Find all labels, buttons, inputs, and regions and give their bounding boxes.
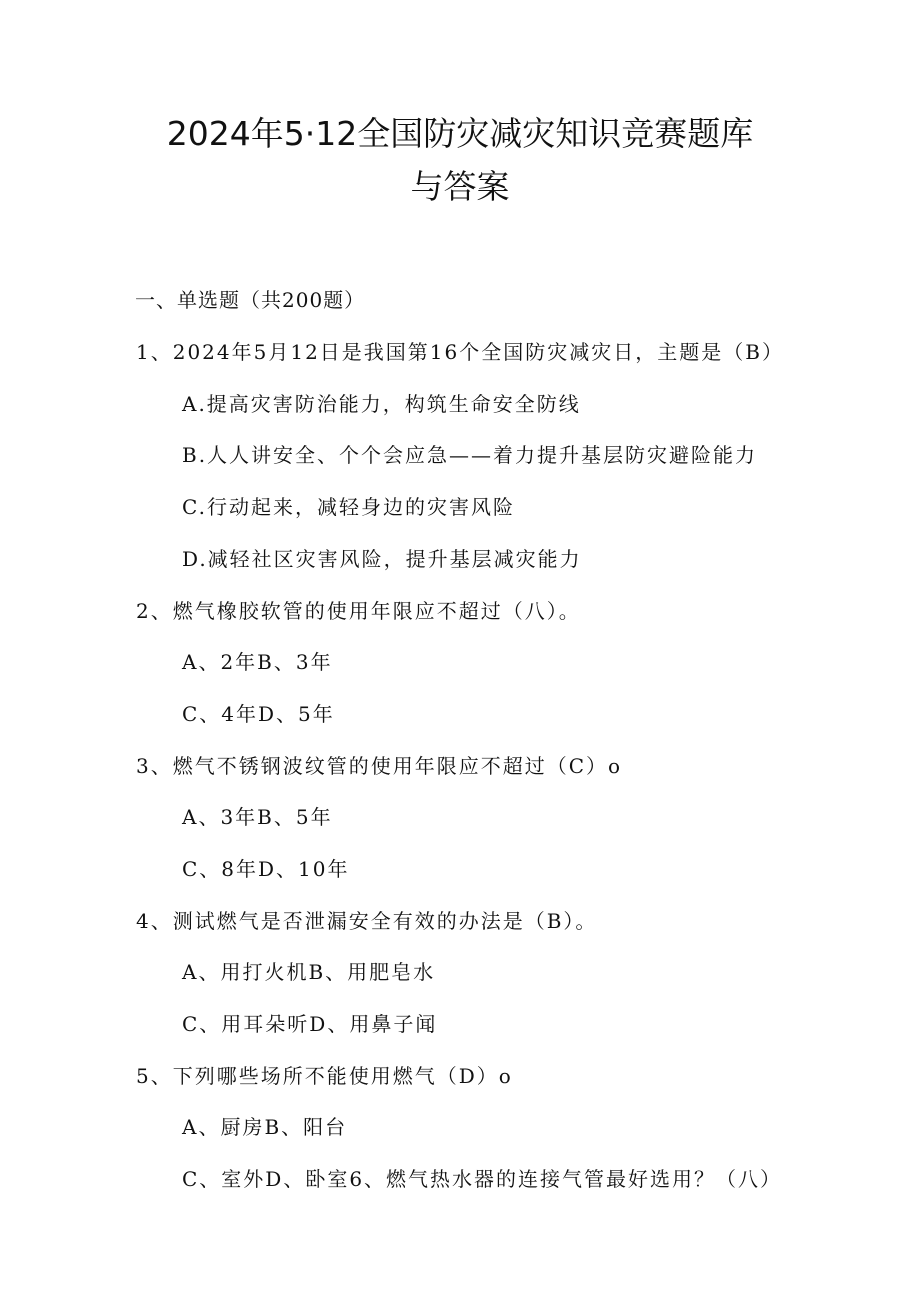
question-1-option-c: C.行动起来，减轻身边的灾害风险 — [182, 495, 515, 519]
question-4-options-row-2: C、用耳朵听D、用鼻子闻 — [182, 1012, 438, 1036]
question-2-options-row-1: A、2年B、3年 — [182, 650, 333, 674]
question-5-options-row-1: A、厨房B、阳台 — [182, 1115, 348, 1139]
section-heading: 一、单选题（共200题） — [135, 288, 366, 312]
question-2-options-row-2: C、4年D、5年 — [182, 702, 335, 726]
document-title-line-2: 与答案 — [410, 167, 510, 206]
question-4-options-row-1: A、用打火机B、用肥皂水 — [182, 960, 436, 984]
question-3-options-row-1: A、3年B、5年 — [182, 805, 333, 829]
question-4: 4、测试燃气是否泄漏安全有效的办法是（B）。 — [136, 909, 598, 933]
document-title-line-1: 2024年5·12全国防灾减灾知识竞赛题库 — [166, 114, 754, 153]
question-5-options-row-2: C、室外D、卧室6、燃气热水器的连接气管最好选用？（八） — [182, 1167, 783, 1191]
question-1-option-d: D.减轻社区灾害风险，提升基层减灾能力 — [182, 547, 582, 571]
question-1-option-b: B.人人讲安全、个个会应急——着力提升基层防灾避险能力 — [182, 443, 758, 467]
question-3-options-row-2: C、8年D、10年 — [182, 857, 350, 881]
question-2: 2、燃气橡胶软管的使用年限应不超过（八）。 — [136, 599, 581, 623]
question-5: 5、下列哪些场所不能使用燃气（D）o — [136, 1064, 513, 1088]
question-1: 1、2024年5月12日是我国第16个全国防灾减灾日，主题是（B） — [136, 340, 784, 364]
question-3: 3、燃气不锈钢波纹管的使用年限应不超过（C）o — [136, 754, 623, 778]
question-1-option-a: A.提高灾害防治能力，构筑生命安全防线 — [182, 392, 581, 416]
